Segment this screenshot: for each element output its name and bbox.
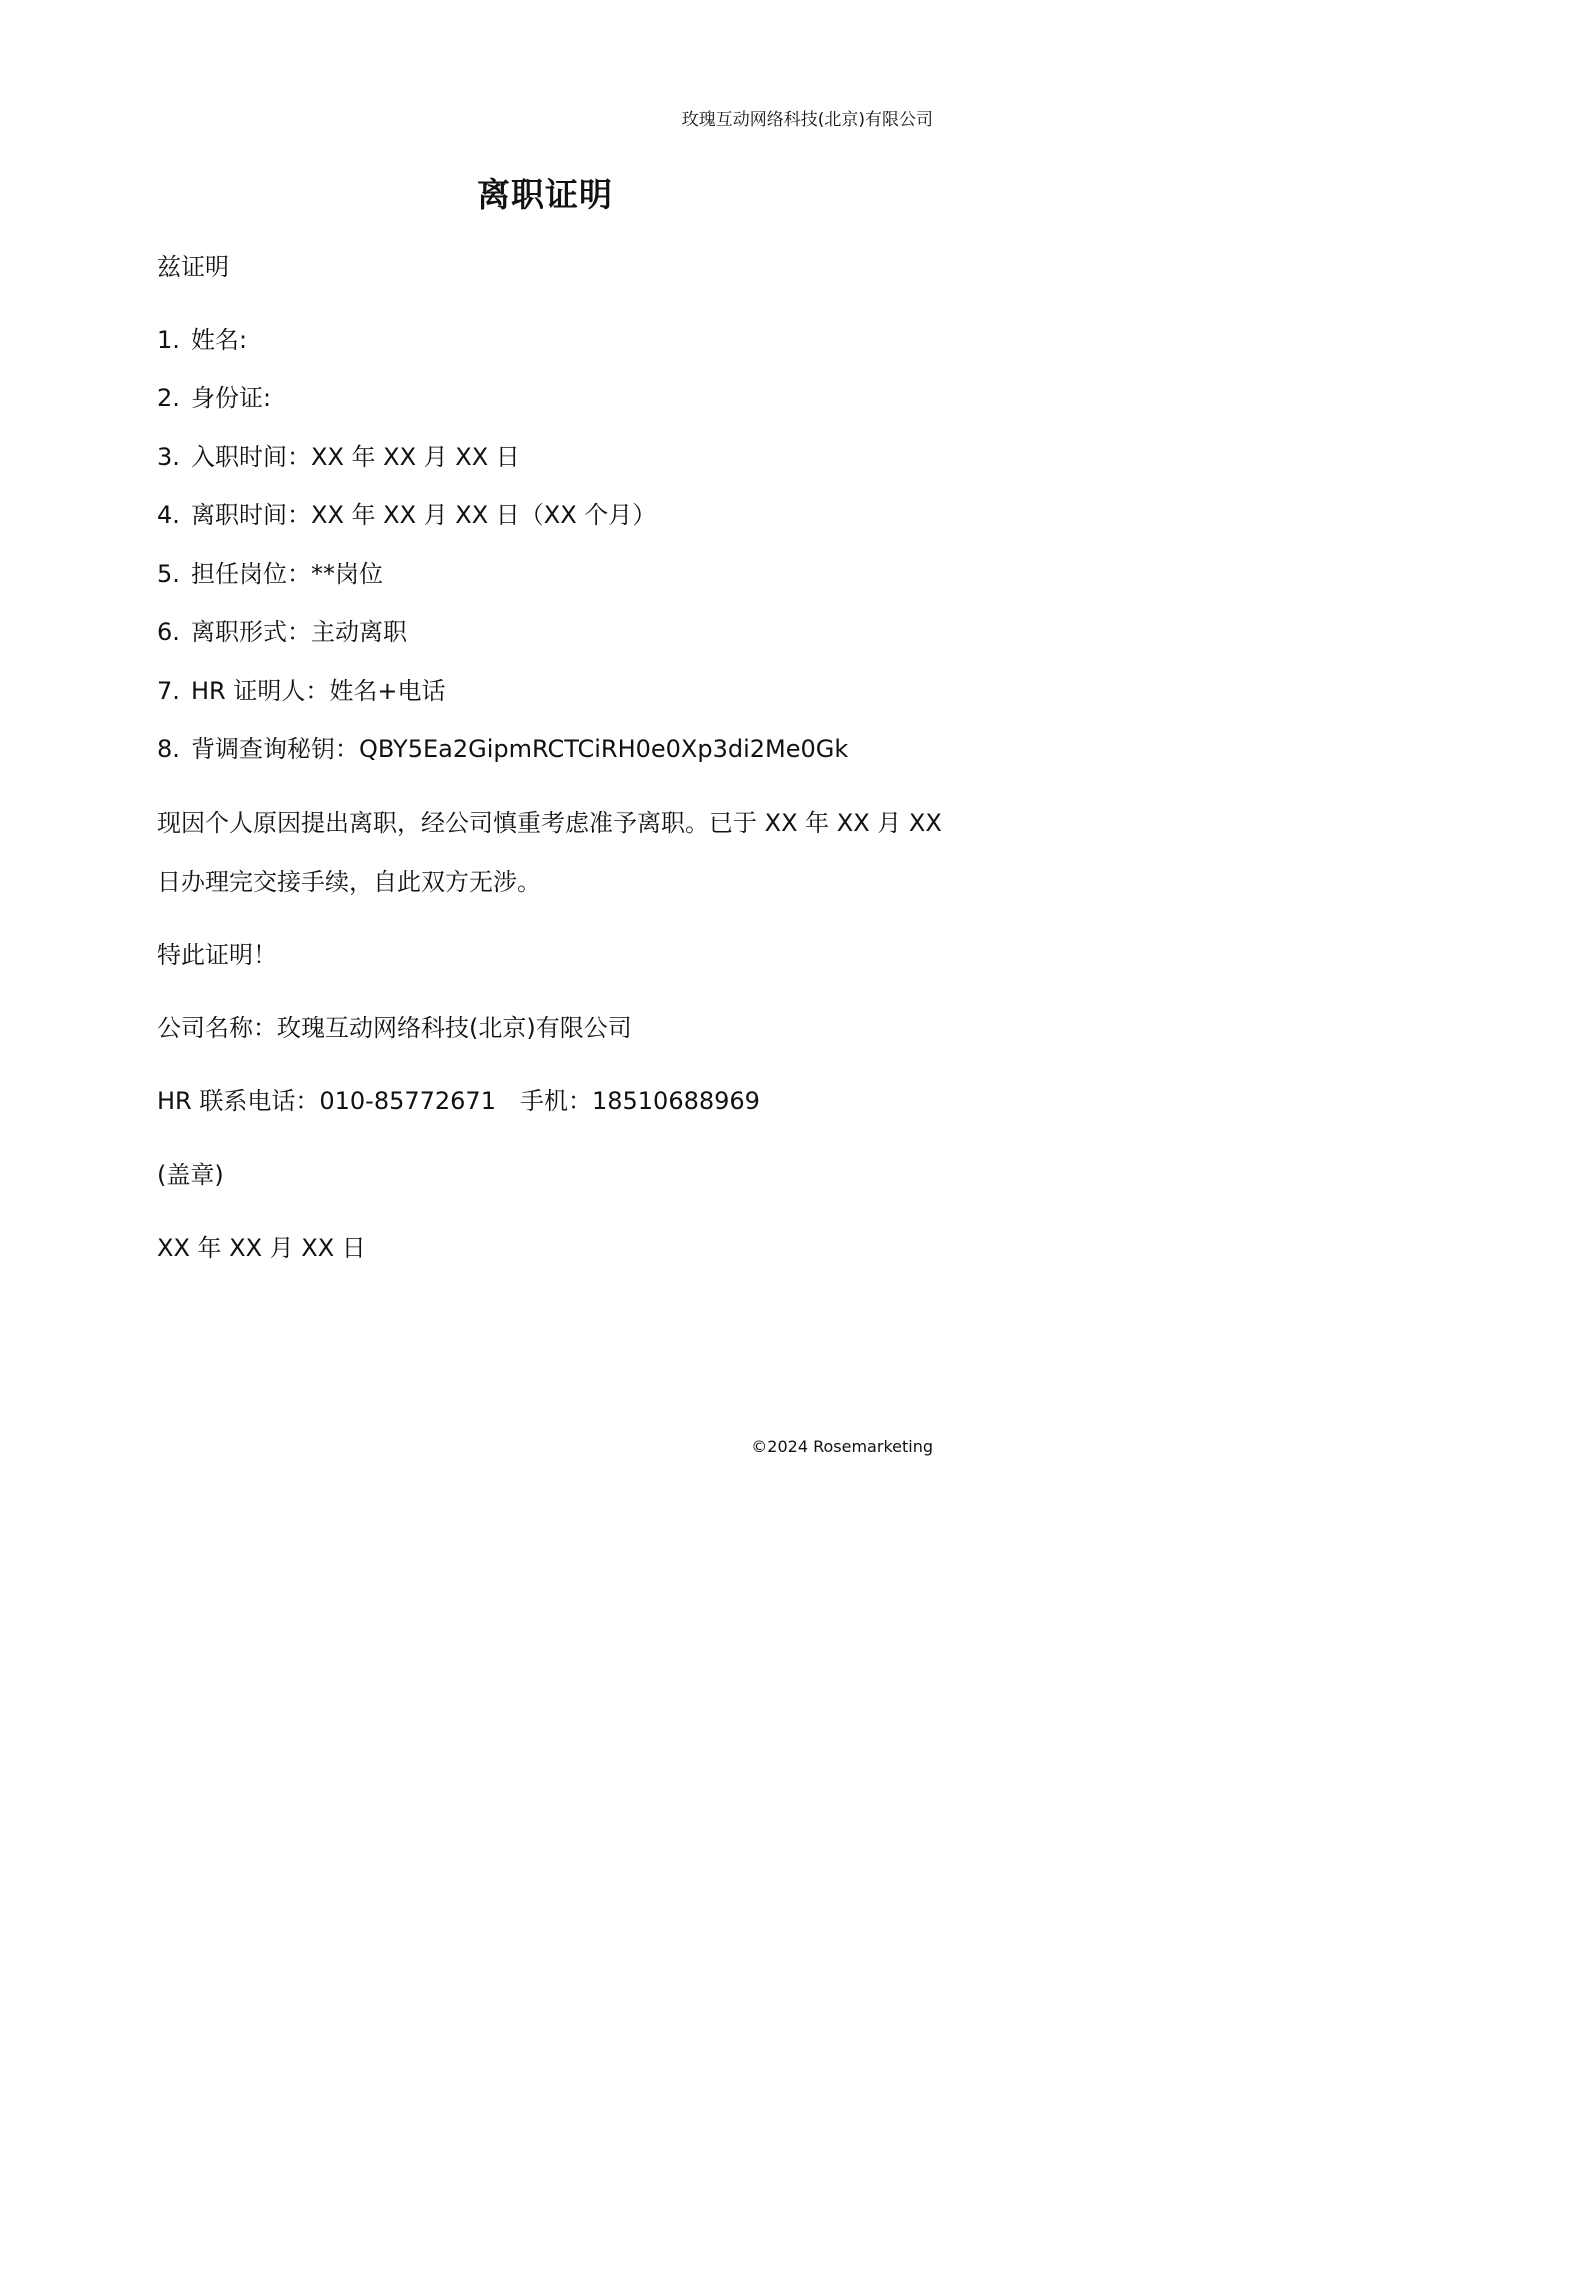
footer-copyright: ©2024 Rosemarketing xyxy=(751,1437,933,1456)
list-item xyxy=(157,440,520,474)
hr-phone: HR 联系电话：010-85772671 xyxy=(157,1087,496,1115)
list-item xyxy=(157,732,848,766)
document-page xyxy=(0,0,1080,1553)
list-text: 离职时间：XX 年 XX 月 XX 日（XX 个月） xyxy=(191,501,657,529)
list-item xyxy=(157,615,407,649)
closing-statement: 特此证明！ xyxy=(157,941,277,969)
list-item xyxy=(157,323,247,357)
greeting: 兹证明 xyxy=(157,253,229,281)
document-title: 离职证明 xyxy=(477,175,613,214)
list-text: 姓名: xyxy=(191,326,248,354)
list-text: 离职形式：主动离职 xyxy=(191,618,407,646)
list-number: 5. xyxy=(157,560,180,588)
list-number: 7. xyxy=(157,677,180,705)
list-text: 入职时间：XX 年 XX 月 XX 日 xyxy=(191,443,520,471)
contact-line xyxy=(157,1084,760,1118)
list-number: 3. xyxy=(157,443,180,471)
mobile-phone: 手机：18510688969 xyxy=(519,1087,760,1115)
list-text: 身份证: xyxy=(191,384,272,412)
list-text: HR 证明人：姓名+电话 xyxy=(191,677,446,705)
list-number: 6. xyxy=(157,618,180,646)
list-text: 背调查询秘钥：QBY5Ea2GipmRCTCiRH0e0Xp3di2Me0Gk xyxy=(191,735,849,763)
paragraph-line-1: 现因个人原因提出离职，经公司慎重考虑准予离职。已于 XX 年 XX 月 XX xyxy=(157,809,942,837)
list-number: 4. xyxy=(157,501,180,529)
list-item xyxy=(157,381,271,415)
list-number: 8. xyxy=(157,735,180,763)
list-number: 2. xyxy=(157,384,180,412)
signature-date: XX 年 XX 月 XX 日 xyxy=(157,1234,366,1262)
list-number: 1. xyxy=(157,326,180,354)
company-name-line: 公司名称：玫瑰互动网络科技(北京)有限公司 xyxy=(157,1014,632,1042)
header-company-name: 玫瑰互动网络科技(北京)有限公司 xyxy=(681,110,933,130)
list-text: 担任岗位：**岗位 xyxy=(191,560,383,588)
paragraph-line-2: 日办理完交接手续，自此双方无涉。 xyxy=(157,868,541,896)
list-item xyxy=(157,498,656,532)
list-item xyxy=(157,674,445,708)
list-item xyxy=(157,557,383,591)
stamp-placeholder: (盖章) xyxy=(157,1161,224,1189)
